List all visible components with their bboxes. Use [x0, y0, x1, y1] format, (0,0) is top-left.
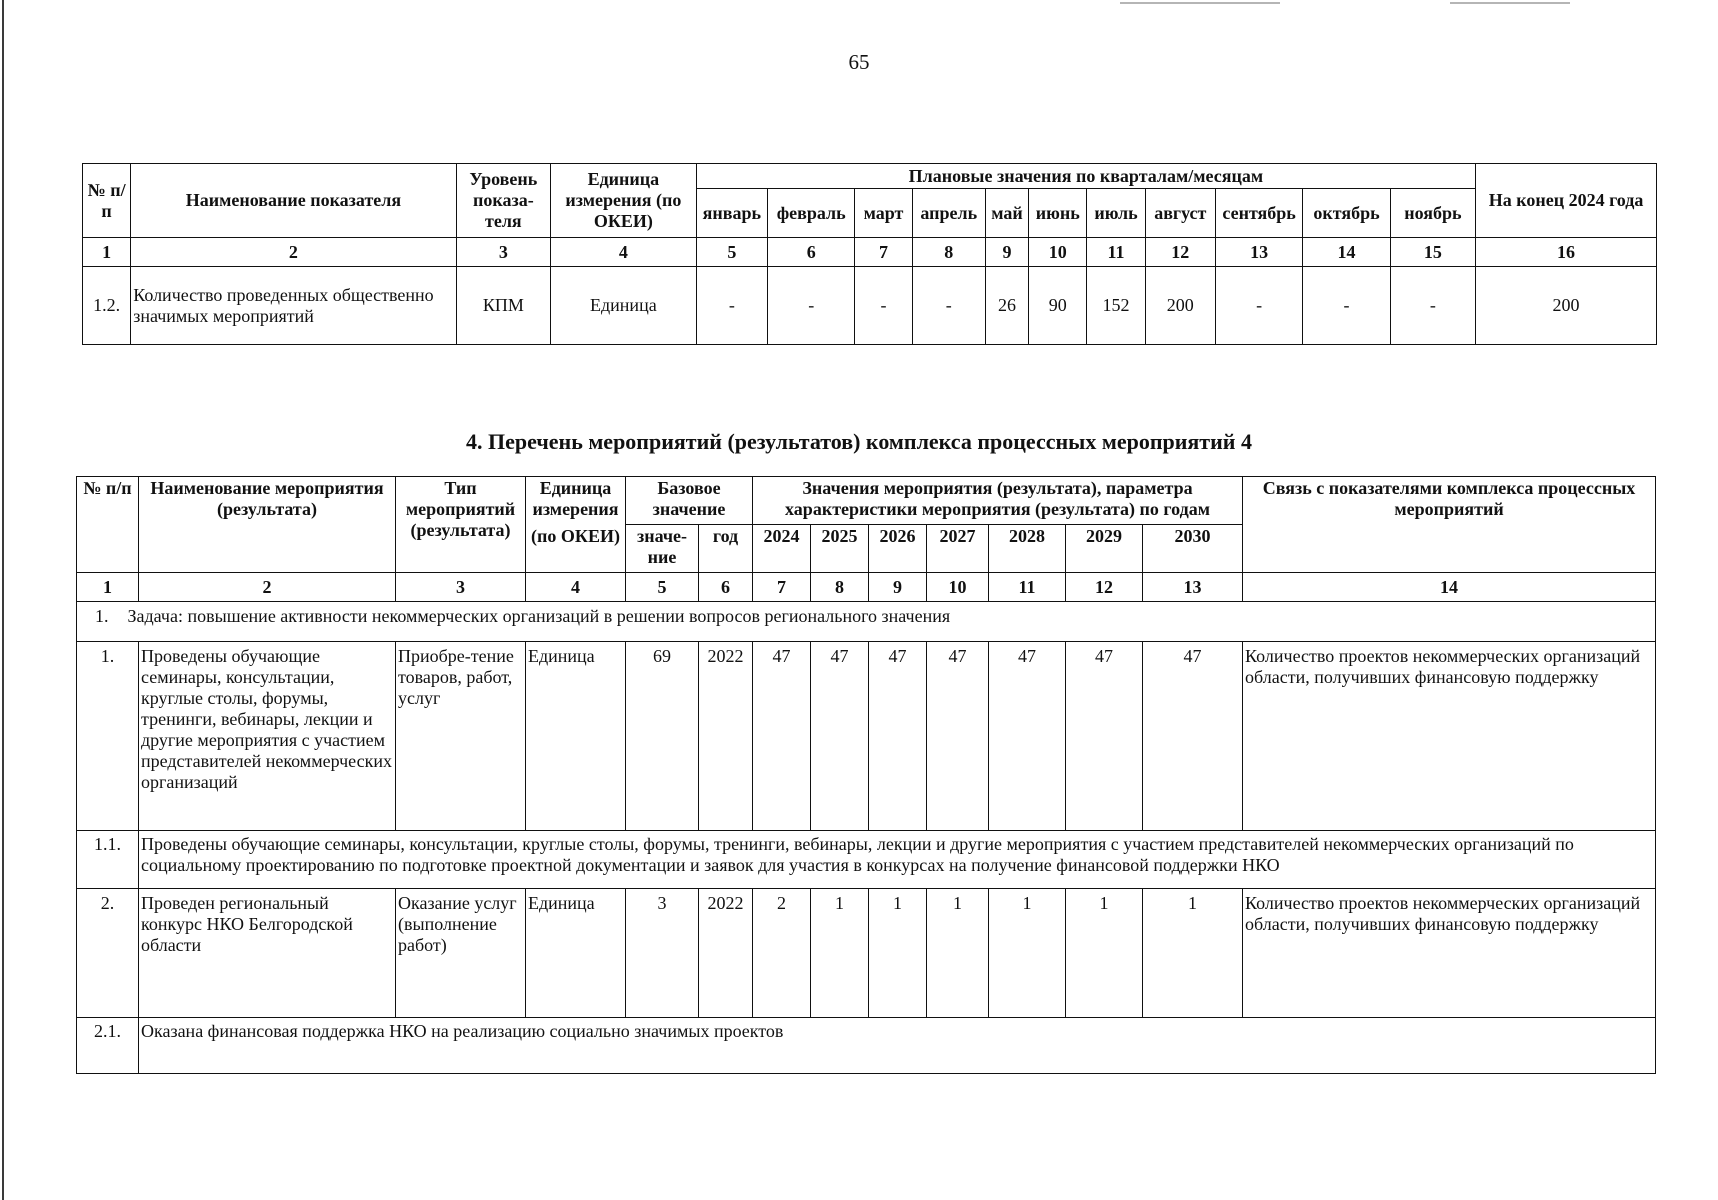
column-number: 12 — [1145, 238, 1215, 267]
subitem-row — [77, 1018, 1656, 1074]
header-year: 2029 — [1066, 525, 1143, 573]
measure-name: Проведен региональный конкурс НКО Белгородской области — [139, 889, 396, 1018]
task-row — [77, 602, 1656, 642]
base-year: 2022 — [699, 642, 753, 831]
header-month: ноябрь — [1390, 189, 1475, 238]
column-number: 14 — [1303, 238, 1390, 267]
month-value: - — [912, 267, 985, 345]
section-title: 4. Перечень мероприятий (результатов) комплекса процессных мероприятий 4 — [466, 429, 1252, 454]
year-value: 47 — [1066, 642, 1143, 831]
header-num: № п/п — [77, 477, 139, 573]
column-number: 14 — [1243, 573, 1656, 602]
column-number: 1 — [83, 238, 131, 267]
header-level: Уровень показа-теля — [456, 164, 550, 238]
linked-indicator: Количество проектов некоммерческих организаций области, получивших финансовую поддержку — [1243, 889, 1656, 1018]
year-value: 1 — [989, 889, 1066, 1018]
header-measure-type: Тип мероприятий (результата) — [396, 477, 526, 573]
column-number: 8 — [912, 238, 985, 267]
header-month: июнь — [1029, 189, 1087, 238]
linked-indicator: Количество проектов некоммерческих организаций области, получивших финансовую поддержку — [1243, 642, 1656, 831]
year-value: 47 — [989, 642, 1066, 831]
column-number-row — [77, 573, 1656, 602]
month-value: - — [855, 267, 912, 345]
base-value: 69 — [626, 642, 699, 831]
measure-name: Проведены обучающие семинары, консультации, круглые столы, форумы, тренинги, вебинары, лекции и другие мероприятия с участием представителей некоммерческих организаций — [139, 642, 396, 831]
header-unit-okei: (по ОКЕИ) — [526, 525, 626, 573]
measure-unit: Единица — [526, 889, 626, 1018]
header-year: 2027 — [927, 525, 989, 573]
month-value: - — [1303, 267, 1390, 345]
column-number: 7 — [753, 573, 811, 602]
header-link: Связь с показателями комплекса процессных мероприятий — [1243, 477, 1656, 573]
header-yearly-values: Значения мероприятия (результата), параметра характеристики мероприятия (результата) по годам — [753, 477, 1243, 525]
header-month: март — [855, 189, 912, 238]
header-unit: Единица измерения — [526, 477, 626, 525]
scan-artifact — [1120, 2, 1280, 4]
scan-artifact — [1450, 2, 1570, 4]
column-number: 16 — [1476, 238, 1657, 267]
header-month: август — [1145, 189, 1215, 238]
column-number: 11 — [1087, 238, 1145, 267]
column-number: 13 — [1143, 573, 1243, 602]
header-base-value: Базовое значение — [626, 477, 753, 525]
column-number: 12 — [1066, 573, 1143, 602]
table-row — [83, 267, 1657, 345]
header-year: 2024 — [753, 525, 811, 573]
header-year: 2025 — [811, 525, 869, 573]
header-month: июль — [1087, 189, 1145, 238]
year-value: 47 — [869, 642, 927, 831]
header-month: май — [985, 189, 1028, 238]
column-number: 3 — [396, 573, 526, 602]
month-value: - — [1215, 267, 1302, 345]
column-number: 1 — [77, 573, 139, 602]
year-value: 47 — [811, 642, 869, 831]
month-value: 90 — [1029, 267, 1087, 345]
month-value: 26 — [985, 267, 1028, 345]
header-num: № п/п — [83, 164, 131, 238]
task-text: Задача: повышение активности некоммерческих организаций в решении вопросов регионального значения — [127, 606, 951, 626]
subitem-row — [77, 831, 1656, 889]
header-indicator-name: Наименование показателя — [131, 164, 456, 238]
indicator-level: КПМ — [456, 267, 550, 345]
header-year: 2030 — [1143, 525, 1243, 573]
column-number: 6 — [699, 573, 753, 602]
year-value: 47 — [1143, 642, 1243, 831]
measures-table — [76, 476, 1656, 1074]
header-month: апрель — [912, 189, 985, 238]
header-unit: Единица измерения (по ОКЕИ) — [551, 164, 697, 238]
table-row — [77, 889, 1656, 1018]
header-base-year: год — [699, 525, 753, 573]
row-num: 2. — [77, 889, 139, 1018]
indicator-name: Количество проведенных общественно значимых мероприятий — [131, 267, 456, 345]
column-number-row — [83, 238, 1657, 267]
month-value: 152 — [1087, 267, 1145, 345]
indicators-table — [82, 163, 1657, 345]
header-month: январь — [696, 189, 767, 238]
month-value: 200 — [1145, 267, 1215, 345]
row-num: 2.1. — [77, 1018, 139, 1074]
task-num: 1. — [95, 606, 109, 626]
header-month: февраль — [768, 189, 855, 238]
month-value: - — [1390, 267, 1475, 345]
header-month: сентябрь — [1215, 189, 1302, 238]
column-number: 15 — [1390, 238, 1475, 267]
task-cell — [77, 602, 1656, 642]
year-value: 2 — [753, 889, 811, 1018]
column-number: 9 — [869, 573, 927, 602]
column-number: 9 — [985, 238, 1028, 267]
measure-type: Приобре-тение товаров, работ, услуг — [396, 642, 526, 831]
column-number: 6 — [768, 238, 855, 267]
year-value: 1 — [1143, 889, 1243, 1018]
column-number: 2 — [131, 238, 456, 267]
column-number: 11 — [989, 573, 1066, 602]
column-number: 5 — [696, 238, 767, 267]
page-edge — [2, 0, 4, 1200]
base-year: 2022 — [699, 889, 753, 1018]
header-month: октябрь — [1303, 189, 1390, 238]
column-number: 4 — [551, 238, 697, 267]
row-num: 1.1. — [77, 831, 139, 889]
indicator-unit: Единица — [551, 267, 697, 345]
row-num: 1.2. — [83, 267, 131, 345]
column-number: 5 — [626, 573, 699, 602]
base-value: 3 — [626, 889, 699, 1018]
column-number: 13 — [1215, 238, 1302, 267]
year-value: 1 — [927, 889, 989, 1018]
column-number: 7 — [855, 238, 912, 267]
header-year: 2028 — [989, 525, 1066, 573]
measure-type: Оказание услуг (выполнение работ) — [396, 889, 526, 1018]
row-num: 1. — [77, 642, 139, 831]
year-value: 1 — [869, 889, 927, 1018]
subitem-text: Оказана финансовая поддержка НКО на реализацию социально значимых проектов — [139, 1018, 1656, 1074]
column-number: 10 — [927, 573, 989, 602]
table-row — [77, 642, 1656, 831]
header-planned-values: Плановые значения по кварталам/месяцам — [696, 164, 1475, 189]
page-number: 65 — [848, 50, 870, 74]
header-base-value-sub: значе-ние — [626, 525, 699, 573]
year-value: 47 — [927, 642, 989, 831]
column-number: 10 — [1029, 238, 1087, 267]
header-end-year: На конец 2024 года — [1476, 164, 1657, 238]
year-value: 47 — [753, 642, 811, 831]
end-year-value: 200 — [1476, 267, 1657, 345]
header-year: 2026 — [869, 525, 927, 573]
year-value: 1 — [1066, 889, 1143, 1018]
measure-unit: Единица — [526, 642, 626, 831]
month-value: - — [696, 267, 767, 345]
column-number: 4 — [526, 573, 626, 602]
column-number: 2 — [139, 573, 396, 602]
column-number: 8 — [811, 573, 869, 602]
header-measure-name: Наименование мероприятия (результата) — [139, 477, 396, 573]
subitem-text: Проведены обучающие семинары, консультации, круглые столы, форумы, тренинги, вебинары, лекции и другие мероприятия с участием представителей некоммерческих организаций по социальному проектированию по подготовке проектной документации и заявок для участия в конкурсах на получение финансовой поддержки НКО — [139, 831, 1656, 889]
month-value: - — [768, 267, 855, 345]
year-value: 1 — [811, 889, 869, 1018]
column-number: 3 — [456, 238, 550, 267]
